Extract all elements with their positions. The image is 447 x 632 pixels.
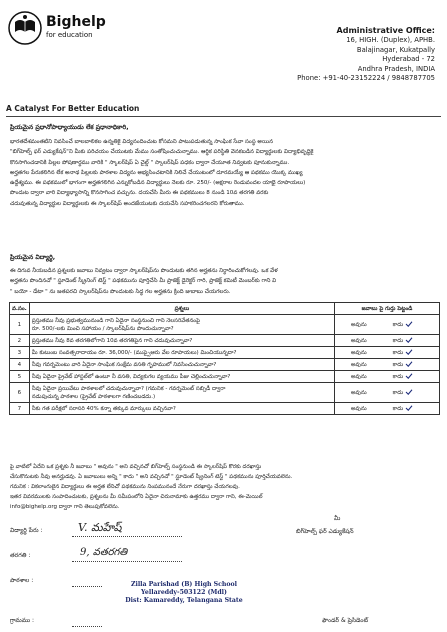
answer-yes-option[interactable]: అవును bbox=[351, 337, 367, 344]
brand-name: Bighelp bbox=[46, 14, 106, 30]
school-label: పాఠశాల : bbox=[10, 577, 34, 584]
answer-yes-option[interactable]: అవును bbox=[351, 405, 367, 412]
bighelp-logo bbox=[8, 8, 128, 58]
column-header: జవాబు పై గుర్తు పెట్టండి bbox=[335, 303, 440, 315]
paragraph-line: చదువుతున్న విద్యార్థుల విద్యార్థులకు ఈ స్కాలర్‌షిప్ అందజేయుటకు దయచేసి సహకరించగలరని కోరుతాము. bbox=[10, 200, 245, 207]
student-name-label: విద్యార్థి పేరు : bbox=[10, 527, 43, 534]
eligibility-table bbox=[9, 302, 440, 415]
question-line: రూ. 500/-లకు మించి సహాయం / స్కాలర్‌షిప్‌ను పొందుచున్నావా? bbox=[31, 325, 174, 332]
question-text bbox=[29, 347, 334, 359]
question-number: 6 bbox=[10, 383, 30, 403]
answer-no-option[interactable]: కాదు bbox=[392, 321, 404, 328]
stamp-line: Yellareddy-503122 (Mdl) bbox=[141, 589, 227, 596]
class-line bbox=[72, 561, 182, 562]
question-line: నీకు గత పరీక్షలో సరాసరి 40% కన్నా తక్కువ మార్కులు వచ్చినవా? bbox=[31, 405, 176, 412]
address-line: Balajinagar, Kukatpally bbox=[356, 45, 435, 54]
question-number: 3 bbox=[10, 347, 30, 359]
village-line bbox=[72, 626, 102, 627]
answer-cell[interactable] bbox=[335, 383, 440, 403]
question-number: 7 bbox=[10, 403, 30, 415]
question-line: నీవు ఏదైనా ప్రైవేట్ హాస్టల్‌లో ఉంటూ నీ వసతి, విద్యకుగల వ్యయము పీజు చెల్లించుచున్నావా? bbox=[31, 373, 231, 380]
student-name-handwritten: V. మహేష్ bbox=[78, 521, 122, 534]
paragraph-line: "బిగ్‌హెల్ప్ ఫర్ ఎడ్యుకేషన్"ని మీకు పరిచయం చేయుటకు మేము సంతోషించుచున్నాము. ఆర్థిక పరిస్థితి వెనకబడిన విద్యార్థులకు విద్యాభివృద్ధికై bbox=[10, 149, 314, 156]
paragraph-line: కొనసాగించడానికి పిల్లల పోషణార్థము వారికి " స్కాలర్‌షిప్ ఏ చైల్డ్ " స్కాలర్‌షిప్ పధకం ద్వారా చేయూత నివ్వటకు పూనుకున్నాము. bbox=[10, 159, 290, 166]
column-header: వ.సం. bbox=[10, 303, 30, 315]
answer-no-option[interactable]: కాదు bbox=[392, 389, 404, 396]
question-line: నీవు ఏదైనా ప్రయివేటు పాఠశాలలో చదువుచున్నావా? (గమనిక - గవర్నమెంట్ సబ్సిడీ ద్వారా bbox=[31, 385, 226, 392]
check-mark-icon bbox=[405, 349, 413, 355]
footer-line: ఇతర వివరములకు సంపాదించుటకు, ప్రశ్నలను మీ సమీపంలోని ఏదైనా చిరునామాకు ఉత్తరము ద్వారా గాని, ఈ-మెయిల్ bbox=[10, 494, 263, 500]
answer-yes-option[interactable]: అవును bbox=[351, 321, 367, 328]
answer-cell[interactable] bbox=[335, 403, 440, 415]
address-line: 16, HIGH. (Duplex), APHB. bbox=[346, 36, 435, 44]
intro-paragraph bbox=[10, 137, 438, 209]
paragraph-line: ఉద్దేశ్యము. ఈ పథకములో భాగంగా అర్హతగలిగిన ఎన్నుకోబడిన విద్యార్థులు నెలకు రూ. 250/- (అక్షరాల రెండువందల యాభై రూపాయలు) bbox=[10, 180, 306, 187]
answer-yes-option[interactable]: అవును bbox=[351, 349, 367, 356]
org-name: బిగ్‌హెల్ప్ ఫర్ ఎడ్యుకేషన్ bbox=[296, 528, 354, 535]
question-text bbox=[29, 359, 334, 371]
paragraph-line: ఈ దిగువ నీయబడిన ప్రశ్నలకు జవాబు నివ్వటం ద్వారా స్కాలర్‌షిప్‌ను పొందుటకు తగిన అర్హతను నిర్ధారించుకోగలవు. ఒక వేళ bbox=[10, 268, 278, 274]
table-row bbox=[10, 359, 440, 371]
office-address bbox=[260, 26, 435, 84]
class-handwritten: 9, వతరగతి bbox=[80, 547, 128, 558]
salutation-student: ప్రియమైన విద్యార్థి, bbox=[10, 254, 56, 261]
answer-cell[interactable] bbox=[335, 371, 440, 383]
question-line: మీ కుటుంబ సంవత్సరాదాయం రూ. 36,000/- (ముప్పైఆరు వేల రూపాయలు) మించియున్నదా? bbox=[31, 349, 237, 356]
table-row bbox=[10, 383, 440, 403]
brand-sub: for education bbox=[46, 31, 93, 39]
check-mark-icon bbox=[405, 337, 413, 343]
answer-yes-option[interactable]: అవును bbox=[351, 389, 367, 396]
footer-line: info@bighelp.org ద్వారా గాని తెలుపుకోవలెను. bbox=[10, 504, 120, 510]
question-line: ప్రస్తుతము నీవు 8వ తరగతిలోగాని 10వ తరగతిపైన గాని చదువుచున్నావా? bbox=[31, 337, 193, 344]
answer-cell[interactable] bbox=[335, 315, 440, 335]
paragraph-line: పొందుట ద్వారా వారి విద్యాభ్యాసాన్ని కొనసాగించ వచ్చును. దయచేసి మీరు ఈ పథకములు 8 నుండి 10వ తరగతి వరకు bbox=[10, 190, 269, 197]
class-label: తరగతి : bbox=[10, 552, 31, 559]
question-line: ప్రస్తుతము నీవు ప్రభుత్వమునుండి గాని ఏదైనా సంస్థనుంచి గాని నెలసరివేతనంపై bbox=[31, 317, 200, 324]
footer-line: పై వాటిలో ఏదేని ఒక ప్రశ్నకు నీ జవాబు " అవును " అని వచ్చినచో బిగ్‌హెల్ప్ సంస్థనుండి ఈ స్కాలర్‌షిప్ కొరకు దరఖాస్తు bbox=[10, 464, 262, 470]
org-sign-salute: మీ bbox=[334, 515, 341, 522]
stamp-line: Dist: Kamareddy, Telangana State bbox=[125, 597, 243, 604]
question-text bbox=[29, 315, 334, 335]
answer-yes-option[interactable]: అవును bbox=[351, 373, 367, 380]
footer-line: చేసుకొనుటకు నీవు అనర్హుడవు. ఏ జవాబులు అన్ని " కాదు " అని వచ్చినచో " స్టూడెంట్ స్క్రీనింగ్ టెస్ట్ " పథకమును పూర్తిచేయవలెను. bbox=[10, 474, 293, 480]
open-book-icon bbox=[8, 8, 42, 48]
question-line: నీవు గవర్నమెంటు వారి ఏదైనా సాంఘిక సంక్షేమ వసతి గృహములో నివసించుచున్నావా? bbox=[31, 361, 217, 368]
question-text bbox=[29, 403, 334, 415]
answer-cell[interactable] bbox=[335, 335, 440, 347]
answer-yes-option[interactable]: అవును bbox=[351, 361, 367, 368]
answer-cell[interactable] bbox=[335, 359, 440, 371]
check-mark-icon bbox=[405, 321, 413, 327]
tagline: A Catalyst For Better Education bbox=[6, 104, 140, 113]
question-text bbox=[29, 335, 334, 347]
table-row bbox=[10, 335, 440, 347]
village-label: గ్రామము : bbox=[10, 617, 35, 624]
question-text bbox=[29, 371, 334, 383]
paragraph-line: భారతదేశమంతటిని నివసించే బాలబాలికల ఉన్నతికై విద్యనందించుట కోసమని పాటుపడుతున్న సాంఘిక సేవా సంస్థ అయిన bbox=[10, 139, 274, 145]
table-row bbox=[10, 403, 440, 415]
answer-no-option[interactable]: కాదు bbox=[392, 361, 404, 368]
question-number: 2 bbox=[10, 335, 30, 347]
header-divider bbox=[6, 116, 441, 117]
question-number: 4 bbox=[10, 359, 30, 371]
table-row bbox=[10, 315, 440, 335]
table-row bbox=[10, 371, 440, 383]
question-text bbox=[29, 383, 334, 403]
address-line: Hyderabad - 72 bbox=[382, 55, 435, 63]
question-line: నడుపుచున్న పాఠశాల (ప్రైవేట్ పాఠశాలగా గణించబడదు.) bbox=[31, 393, 156, 400]
question-number: 5 bbox=[10, 371, 30, 383]
stamp-line: Zilla Parishad (B) High School bbox=[130, 581, 238, 588]
footer-notes bbox=[10, 462, 438, 512]
column-header: ప్రశ్నలు bbox=[29, 303, 334, 315]
office-title: Administrative Office: bbox=[336, 26, 435, 35]
answer-no-option[interactable]: కాదు bbox=[392, 349, 404, 356]
answer-no-option[interactable]: కాదు bbox=[392, 405, 404, 412]
phone-line: Phone: +91-40-23152224 / 9848787705 bbox=[297, 74, 435, 82]
question-number: 1 bbox=[10, 315, 30, 335]
school-stamp bbox=[104, 581, 264, 605]
check-mark-icon bbox=[405, 361, 413, 367]
check-mark-icon bbox=[405, 389, 413, 395]
answer-cell[interactable] bbox=[335, 347, 440, 359]
table-row bbox=[10, 347, 440, 359]
check-mark-icon bbox=[405, 373, 413, 379]
paragraph-line: అర్హతను పొందినచో " స్టూడెంట్ స్క్రీనింగ్ టెస్ట్ " పథకమును పూర్తిచేసి మీ ప్రాజెక్ట్ డైరెక్టర్ గారి, ప్రాజెక్ట్ కమిటీ మెంబర్‌కు గాని వి bbox=[10, 278, 277, 285]
check-mark-icon bbox=[405, 405, 413, 411]
school-line bbox=[72, 586, 102, 587]
footer-line: గమనిక : వికలాంగులైన విద్యార్థులు ఈ అర్హత లేనిచో పథకమును నింపమునందే నేరుగా దరఖాస్తు చేయగలవు. bbox=[10, 484, 240, 490]
founder-label: ఫౌండర్ & ప్రెసిడెంట్ bbox=[322, 617, 369, 624]
salutation-principal: ప్రియమైన ప్రధానోపాధ్యాయుడు లేక ప్రధానాధికారి, bbox=[10, 124, 129, 131]
paragraph-line: " బయో - డేటా " ను జతపరచి స్కాలర్‌షిప్‌ను పొందుటకు సిద్ధ గల అర్హతను క్రింది జుబాబు చేయగలరు. bbox=[10, 288, 231, 295]
answer-no-option[interactable]: కాదు bbox=[392, 337, 404, 344]
student-paragraph bbox=[10, 266, 438, 297]
table-header-row bbox=[10, 303, 440, 315]
address-line: Andhra Pradesh, INDIA bbox=[357, 64, 435, 73]
answer-no-option[interactable]: కాదు bbox=[392, 373, 404, 380]
paragraph-line: అర్హతగల పేరుకలిగిన లేక అనాథ పిల్లలకు పాఠశాల విద్యను అభ్యసించటానికి నిలిచే చేయుటంలో దూరమయ్యే ఆ పథకము యొక్క ముఖ్య bbox=[10, 169, 303, 176]
